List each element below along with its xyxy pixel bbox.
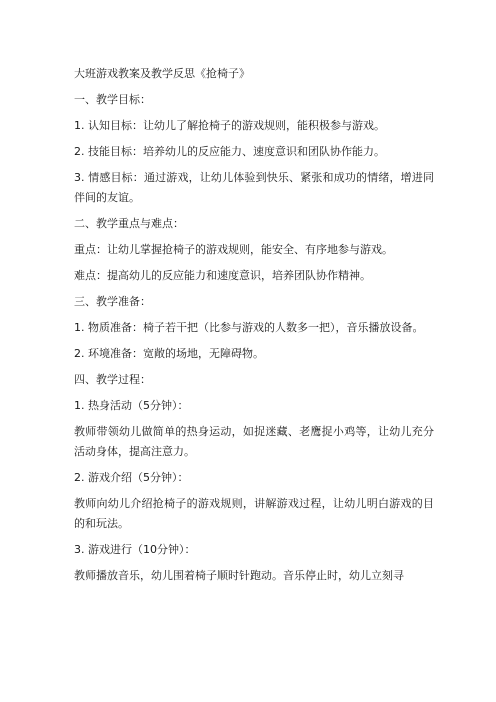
prep-material: 1. 物质准备：椅子若干把（比参与游戏的人数多一把），音乐播放设备。 (74, 321, 424, 334)
step-play-heading: 3. 游戏进行（10分钟）： (74, 543, 196, 556)
prep-environment: 2. 环境准备：宽敞的场地，无障碍物。 (74, 347, 264, 360)
step-intro-text: 教师向幼儿介绍抢椅子的游戏规则，讲解游戏过程，让幼儿明白游戏的目的和玩法。 (74, 497, 434, 530)
step-play-text: 教师播放音乐，幼儿围着椅子顺时针跑动。音乐停止时，幼儿立刻寻 (74, 569, 404, 582)
goal-skill: 2. 技能目标：培养幼儿的反应能力、速度意识和团队协作能力。 (74, 145, 385, 158)
section-heading-goals: 一、教学目标： (74, 93, 151, 106)
key-point-text: 重点：让幼儿掌握抢椅子的游戏规则，能安全、有序地参与游戏。 (74, 243, 393, 256)
step-intro-heading: 2. 游戏介绍（5分钟）： (74, 471, 189, 484)
document-body (74, 64, 434, 592)
step-warmup-heading: 1. 热身活动（5分钟）： (74, 399, 189, 412)
goal-cognitive: 1. 认知目标：让幼儿了解抢椅子的游戏规则，能积极参与游戏。 (74, 119, 385, 132)
difficulty-text: 难点：提高幼儿的反应能力和速度意识，培养团队协作精神。 (74, 269, 371, 282)
step-warmup-text: 教师带领幼儿做简单的热身运动，如捉迷藏、老鹰捉小鸡等，让幼儿充分活动身体，提高注意力。 (74, 425, 434, 458)
document-title: 大班游戏教案及教学反思《抢椅子》 (74, 67, 250, 80)
section-heading-process: 四、教学过程： (74, 373, 151, 386)
section-heading-preparation: 三、教学准备： (74, 295, 151, 308)
section-heading-key-points: 二、教学重点与难点： (74, 217, 184, 230)
goal-emotional: 3. 情感目标：通过游戏，让幼儿体验到快乐、紧张和成功的情绪，增进同伴间的友谊。 (74, 171, 434, 204)
